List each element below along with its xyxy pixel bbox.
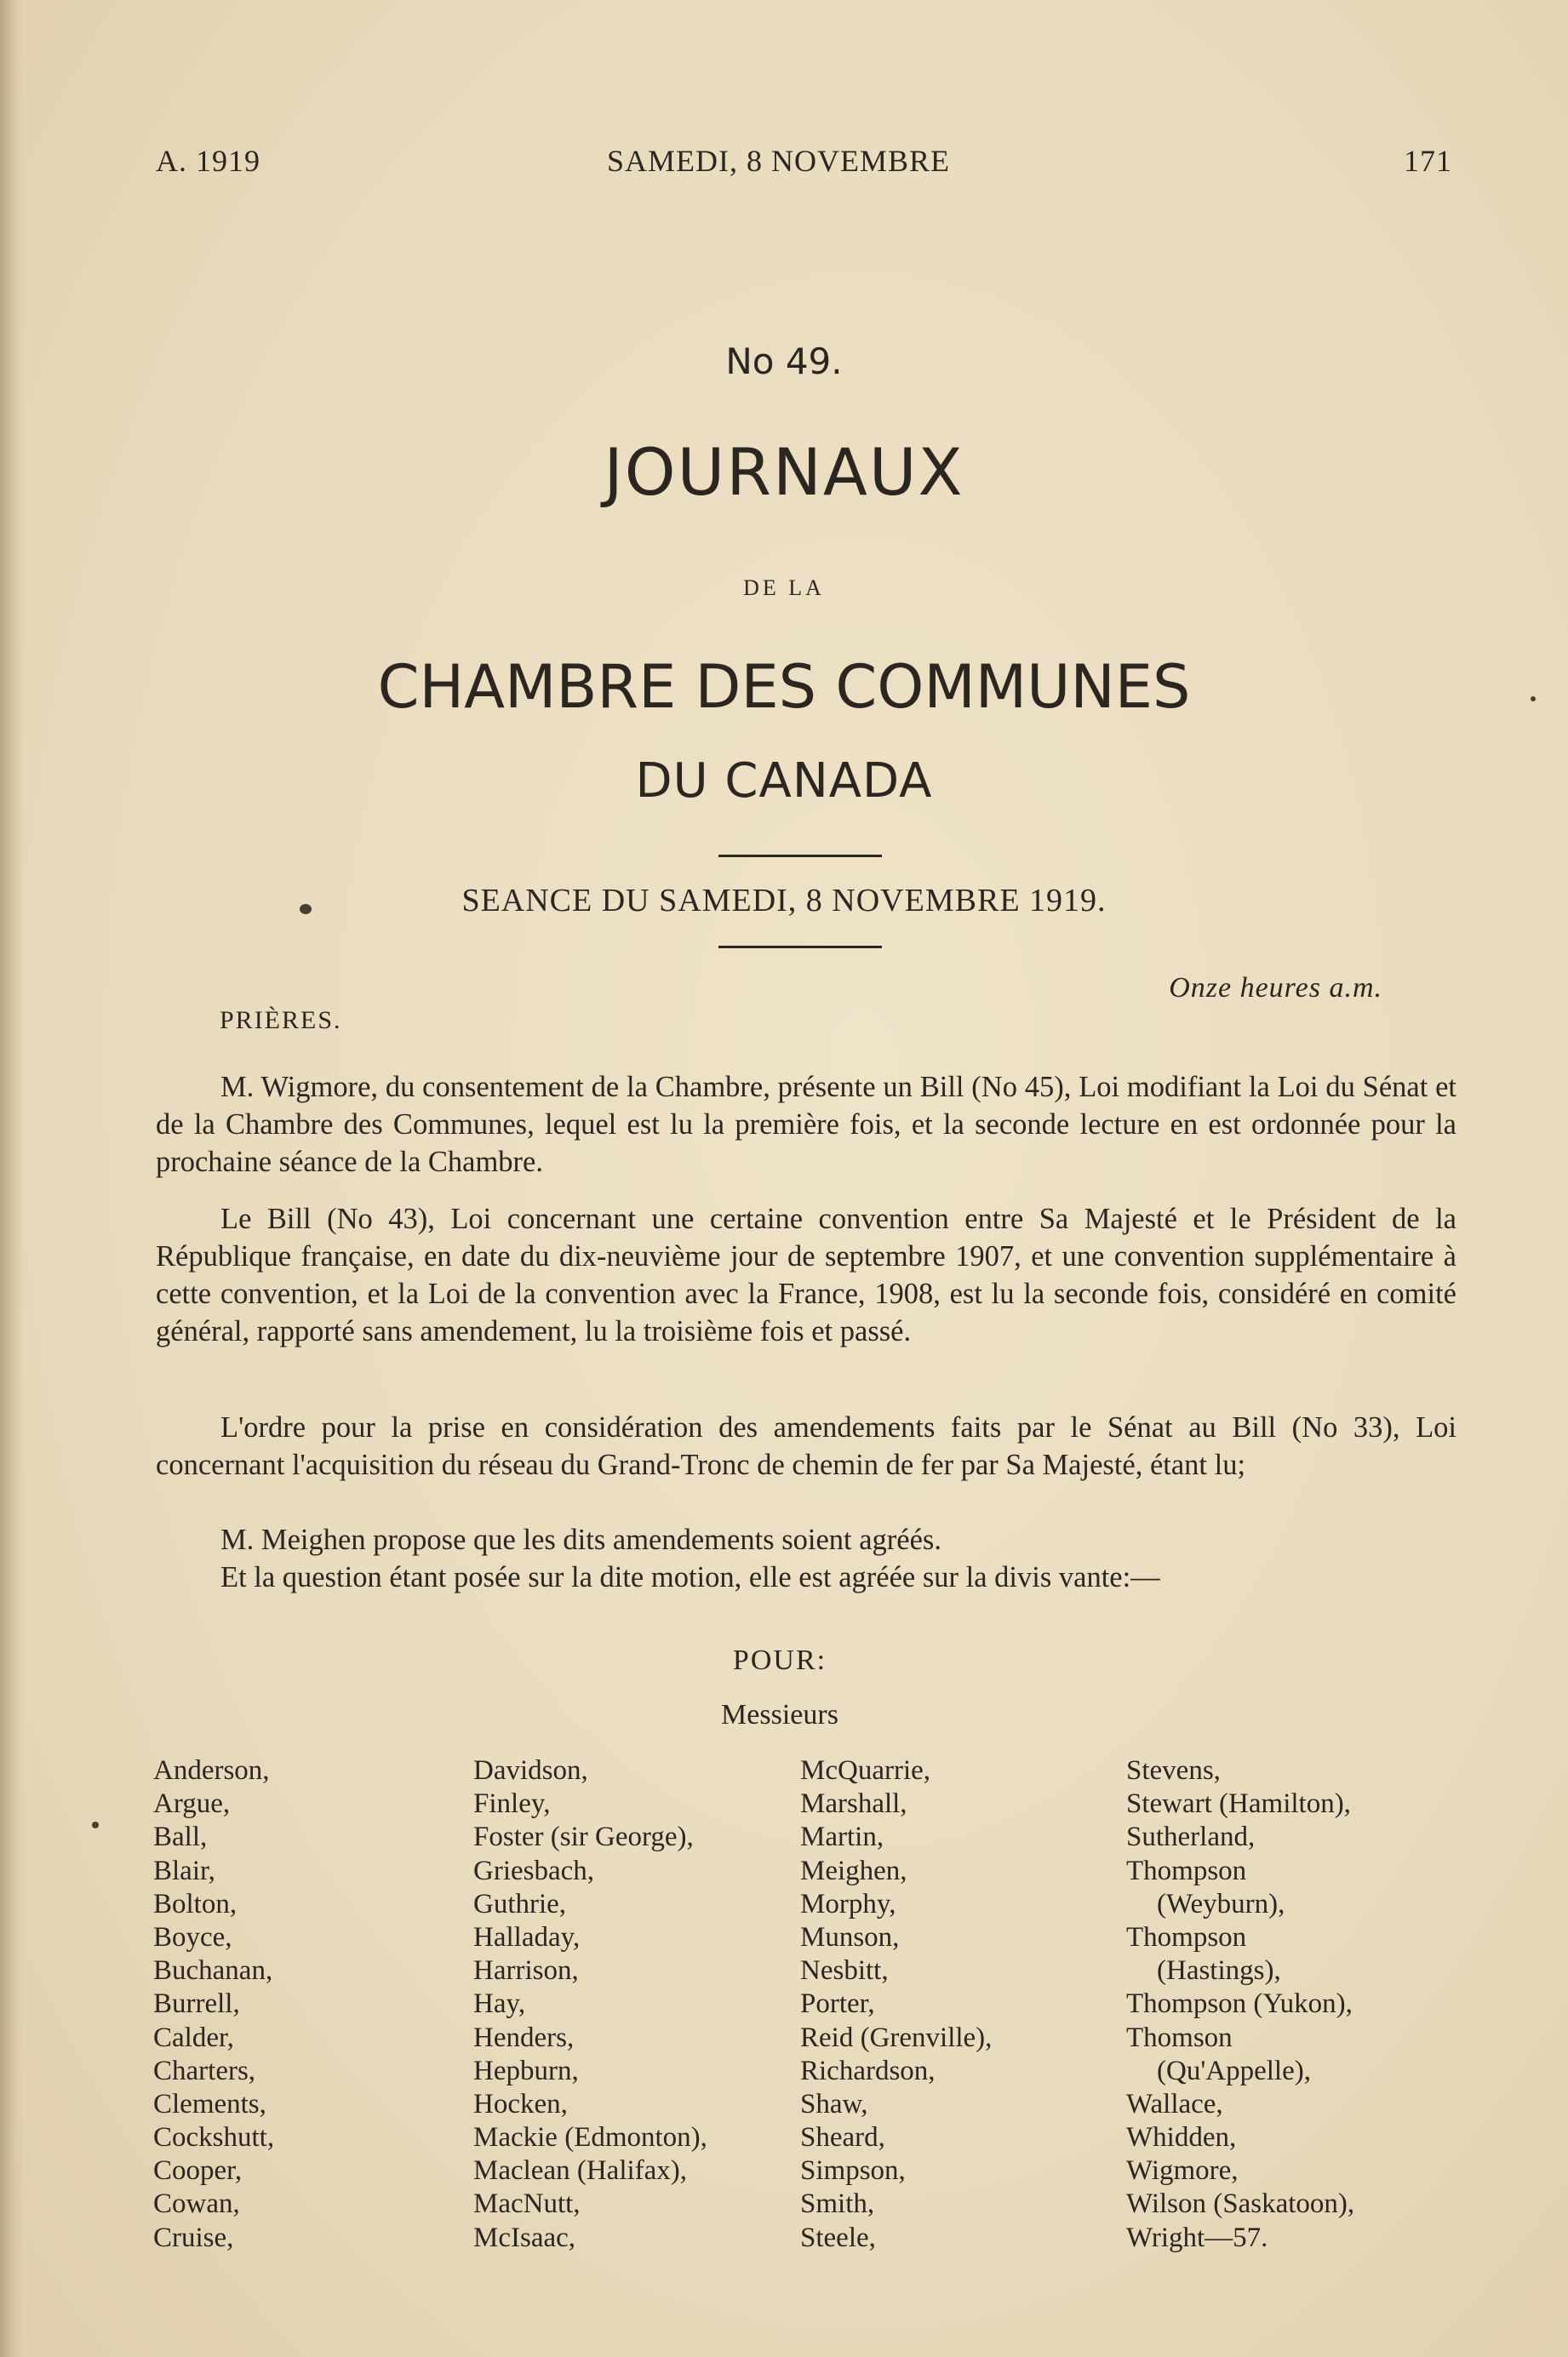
member-name: Wallace, bbox=[1126, 2088, 1223, 2120]
prayers-heading: PRIÈRES. bbox=[220, 1006, 342, 1034]
member-name: Finley, bbox=[473, 1788, 551, 1820]
paragraph-wigmore-bill bbox=[156, 1068, 1456, 1181]
member-name: Richardson, bbox=[800, 2055, 936, 2086]
paragraph-meighen-motion bbox=[156, 1521, 1456, 1559]
paragraph-text: Le Bill (No 43), Loi concernant une certaine convention entre Sa Majesté et le Président de la République française, en date du dix-neuvième jour de septembre 1907, et une convention supplémentaire à cette convention, et la Loi de la convention avec la France, 1908, est lu la seconde fois, considéré en comité général, rapporté sans amendement, lu la troisième fois et passé. bbox=[156, 1203, 1456, 1347]
ink-speck bbox=[1531, 696, 1536, 701]
member-name: Clements, bbox=[153, 2088, 266, 2120]
issue-number: No 49. bbox=[725, 340, 843, 382]
member-name-continuation: (Weyburn), bbox=[1157, 1888, 1285, 1919]
member-name: Foster (sir George), bbox=[473, 1822, 694, 1853]
chamber-title: CHAMBRE DES COMMUNES bbox=[377, 652, 1191, 722]
member-name-continuation: (Hastings), bbox=[1157, 1955, 1281, 1987]
member-name: Cockshutt, bbox=[153, 2122, 275, 2154]
member-name: Sheard, bbox=[800, 2122, 885, 2154]
name-column-3 bbox=[800, 1754, 992, 2255]
member-name: Boyce, bbox=[153, 1921, 232, 1953]
member-name: Thompson bbox=[1126, 1921, 1247, 1953]
member-name: Stevens, bbox=[1126, 1755, 1221, 1786]
member-name: Cooper, bbox=[153, 2155, 243, 2187]
member-name: Thompson (Yukon), bbox=[1126, 1988, 1353, 2020]
name-column-4 bbox=[1126, 1754, 1354, 2255]
member-name: Harrison, bbox=[473, 1955, 579, 1987]
member-name: MacNutt, bbox=[473, 2188, 581, 2220]
member-name: Whidden, bbox=[1126, 2122, 1237, 2154]
vote-subheading: Messieurs bbox=[721, 1699, 838, 1731]
journal-title: JOURNAUX bbox=[604, 434, 964, 510]
member-name: Griesbach, bbox=[473, 1855, 595, 1886]
paragraph-text: M. Wigmore, du consentement de la Chambre, présente un Bill (No 45), Loi modifiant la Loi du Sénat et de la Chambre des Communes, lequel est lu la première fois, et la seconde lecture en est ordonnée pour la prochaine séance de la Chambre. bbox=[156, 1071, 1456, 1178]
member-name: Sutherland, bbox=[1126, 1822, 1256, 1853]
member-name: McQuarrie, bbox=[800, 1755, 931, 1786]
running-head-date: SAMEDI, 8 NOVEMBRE bbox=[606, 144, 950, 178]
member-name: Marshall, bbox=[800, 1788, 907, 1820]
member-name: Bolton, bbox=[153, 1888, 237, 1919]
running-head bbox=[156, 143, 1452, 180]
ink-speck bbox=[300, 904, 312, 914]
sitting-heading: SEANCE DU SAMEDI, 8 NOVEMBRE 1919. bbox=[461, 883, 1107, 918]
member-name: Hay, bbox=[473, 1988, 526, 2020]
paragraph-text: M. Meighen propose que les dits amendements soient agréés. bbox=[220, 1524, 941, 1556]
member-name: Wigmore, bbox=[1126, 2155, 1239, 2187]
divider-rule-bottom bbox=[718, 946, 882, 948]
member-name: Thomson bbox=[1126, 2022, 1233, 2053]
member-name: Martin, bbox=[800, 1822, 884, 1853]
paragraph-bill-43 bbox=[156, 1200, 1456, 1350]
paragraph-division bbox=[156, 1559, 1456, 1596]
member-name: Thompson bbox=[1126, 1855, 1247, 1886]
member-name: Henders, bbox=[473, 2022, 575, 2053]
member-name: Cruise, bbox=[153, 2222, 234, 2253]
member-name: Maclean (Halifax), bbox=[473, 2155, 688, 2187]
member-name: Wilson (Saskatoon), bbox=[1126, 2188, 1355, 2220]
member-name: Hepburn, bbox=[473, 2055, 579, 2086]
member-name: Halladay, bbox=[473, 1921, 581, 1953]
member-name: Wright—57. bbox=[1126, 2222, 1268, 2253]
member-name: Blair, bbox=[153, 1855, 215, 1886]
member-name: Simpson, bbox=[800, 2155, 906, 2187]
member-name: Morphy, bbox=[800, 1888, 896, 1919]
member-name: Nesbitt, bbox=[800, 1955, 889, 1987]
running-head-year: A. 1919 bbox=[156, 144, 260, 178]
paragraph-text: L'ordre pour la prise en considération des amendements faits par le Sénat au Bill (No 33), Loi concernant l'acquisition du réseau du Grand-Tronc de chemin de fer par Sa Majesté, étant lu; bbox=[156, 1411, 1456, 1481]
member-name: Cowan, bbox=[153, 2188, 240, 2220]
member-name: Burrell, bbox=[153, 1988, 240, 2020]
member-name: Hocken, bbox=[473, 2088, 568, 2120]
title-connector: DE LA bbox=[743, 575, 825, 600]
member-name: Shaw, bbox=[800, 2088, 868, 2120]
ink-speck bbox=[92, 1822, 99, 1828]
member-name: Munson, bbox=[800, 1921, 900, 1953]
sitting-time: Onze heures a.m. bbox=[1169, 972, 1382, 1004]
member-name: Porter, bbox=[800, 1988, 875, 2020]
member-name: Buchanan, bbox=[153, 1955, 273, 1987]
member-name: Mackie (Edmonton), bbox=[473, 2122, 707, 2154]
member-name: Calder, bbox=[153, 2022, 234, 2053]
member-name: Guthrie, bbox=[473, 1888, 567, 1919]
paragraph-text: Et la question étant posée sur la dite motion, elle est agréée sur la divis vante:— bbox=[220, 1561, 1160, 1593]
vote-name-list bbox=[153, 1754, 1481, 2265]
member-name: McIsaac, bbox=[473, 2222, 576, 2253]
member-name: Anderson, bbox=[153, 1755, 270, 1786]
member-name: Stewart (Hamilton), bbox=[1126, 1788, 1351, 1820]
page-number: 171 bbox=[1404, 144, 1452, 178]
paragraph-bill-33-order bbox=[156, 1409, 1456, 1484]
country-title: DU CANADA bbox=[635, 753, 933, 809]
member-name: Smith, bbox=[800, 2188, 875, 2220]
member-name: Charters, bbox=[153, 2055, 256, 2086]
member-name: Reid (Grenville), bbox=[800, 2022, 993, 2053]
vote-heading: POUR: bbox=[732, 1645, 827, 1676]
member-name: Argue, bbox=[153, 1788, 231, 1820]
member-name: Davidson, bbox=[473, 1755, 588, 1786]
name-column-1 bbox=[153, 1754, 274, 2255]
member-name: Meighen, bbox=[800, 1855, 907, 1886]
divider-rule-top bbox=[718, 855, 882, 857]
member-name: Ball, bbox=[153, 1822, 208, 1853]
name-column-2 bbox=[473, 1754, 707, 2255]
member-name-continuation: (Qu'Appelle), bbox=[1157, 2055, 1311, 2086]
member-name: Steele, bbox=[800, 2222, 876, 2253]
